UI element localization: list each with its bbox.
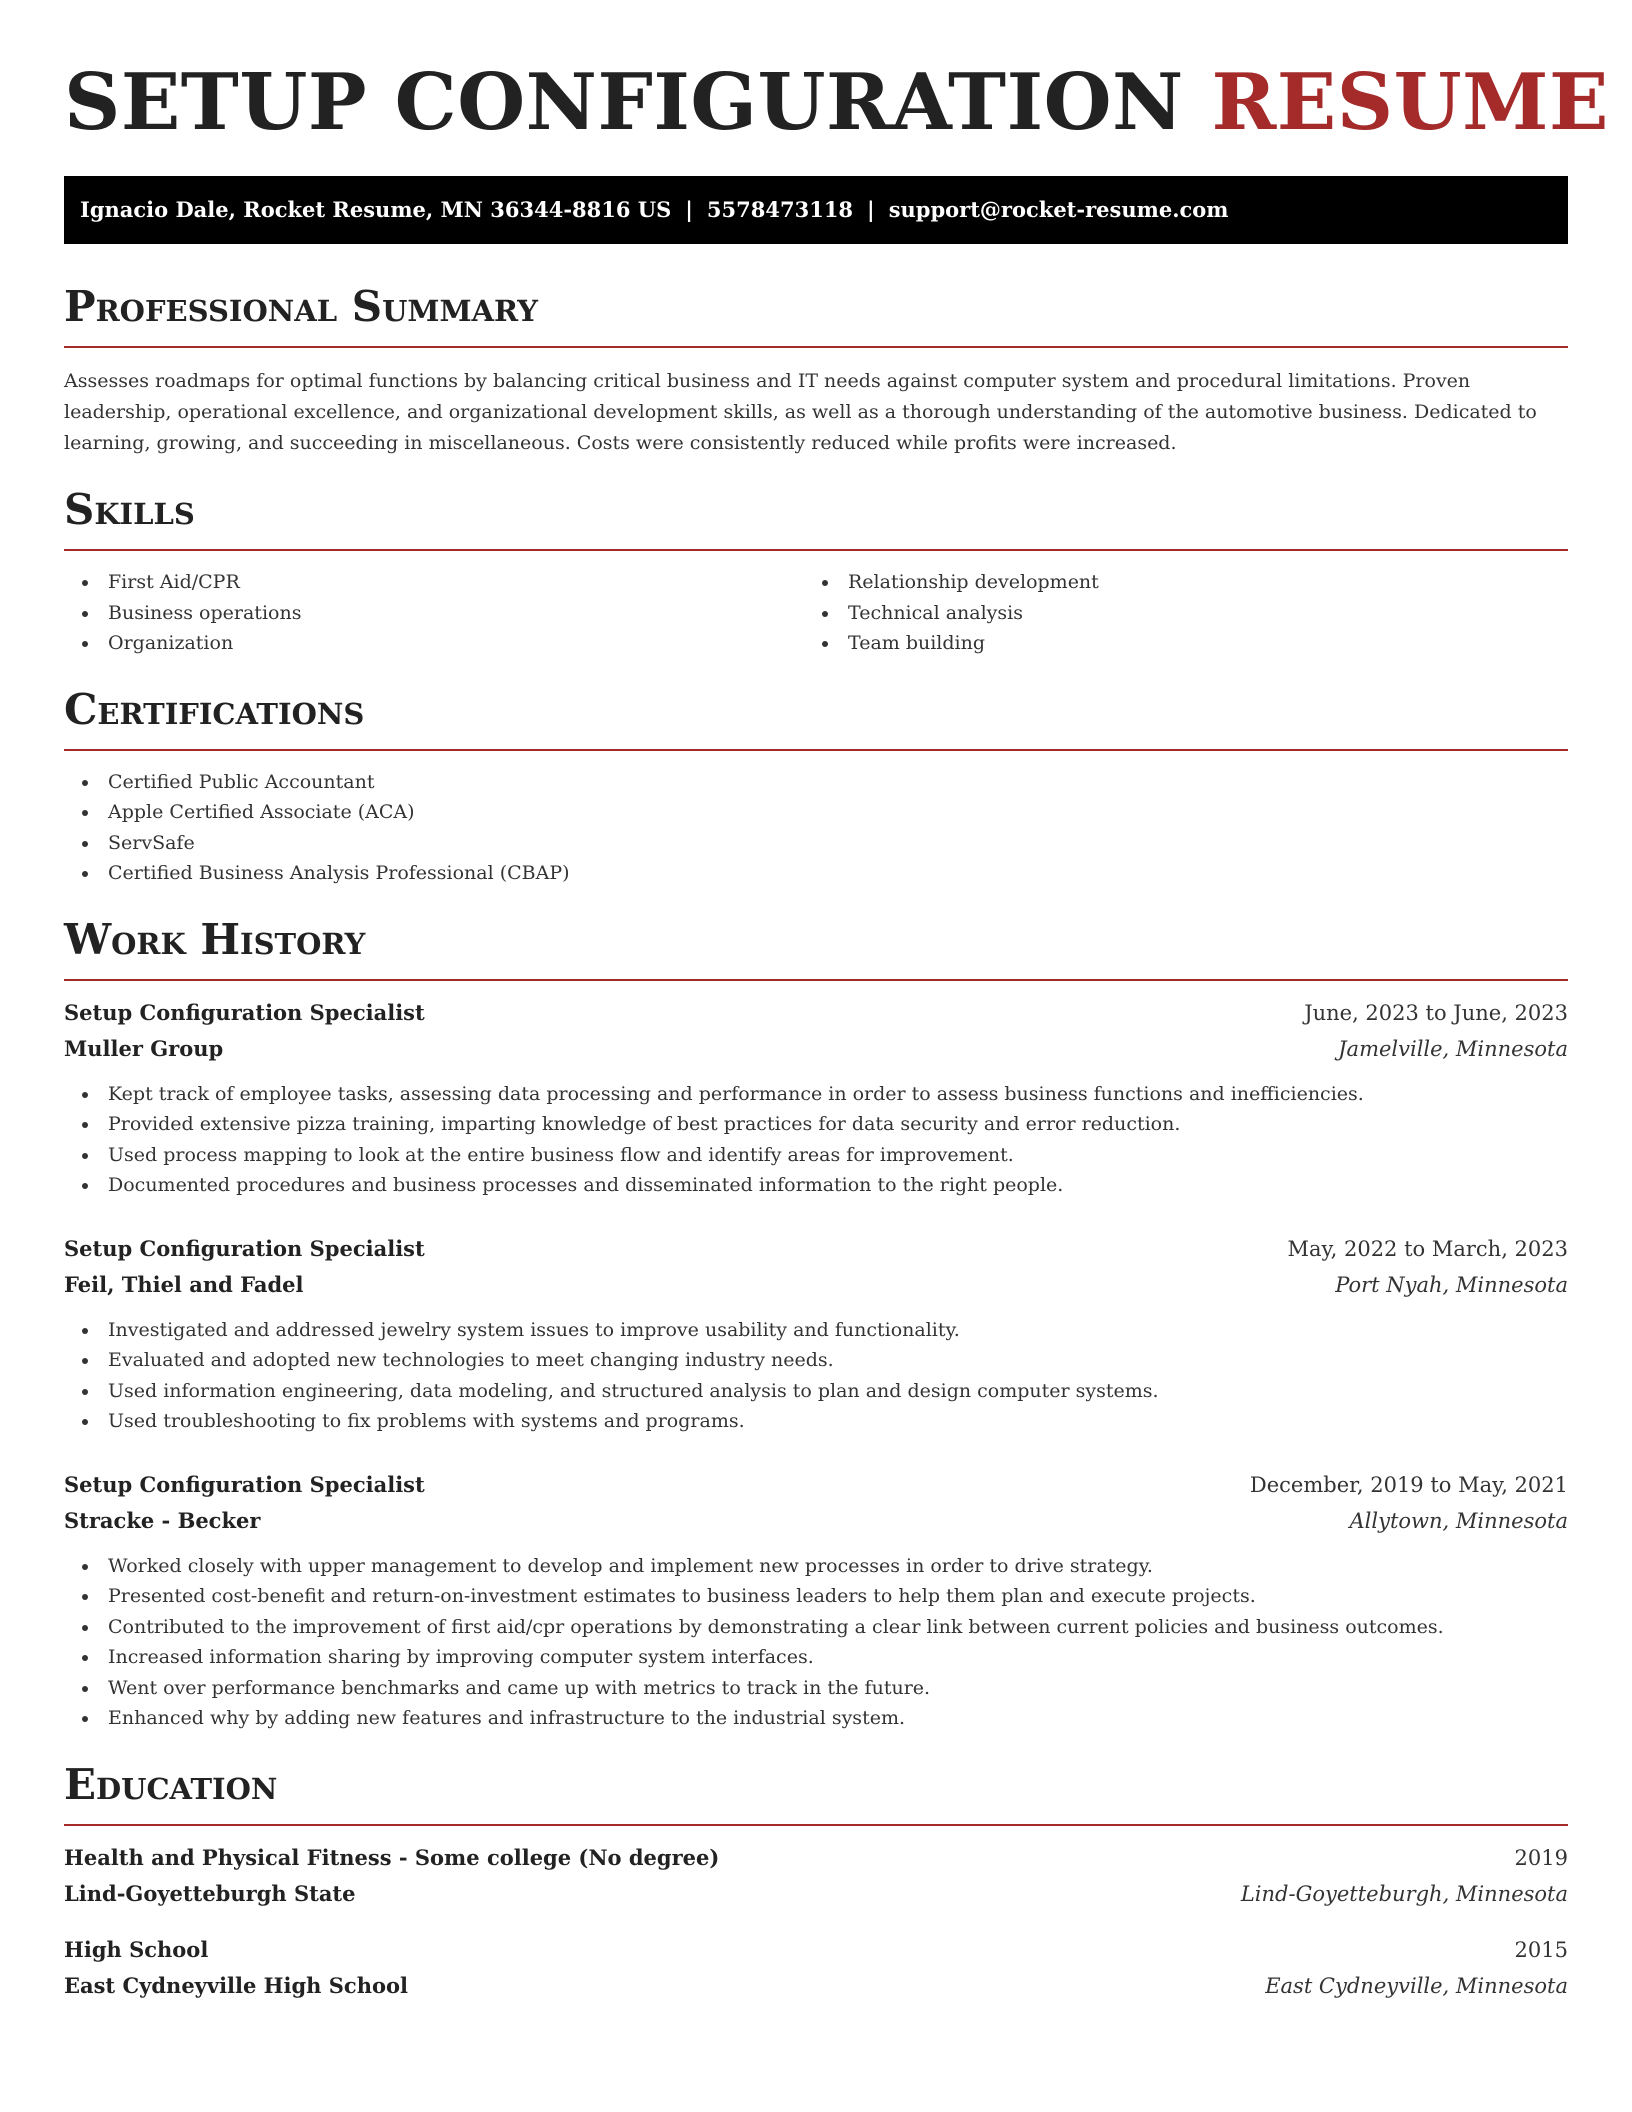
- section-title-skills: Skills: [64, 485, 195, 534]
- job-bullet: Contributed to the improvement of first aid/cpr operations by demonstrating a clear link between current policies and business outcomes.: [64, 1612, 1568, 1643]
- skill-item: Organization: [64, 628, 804, 659]
- job-location: Jamelville, Minnesota: [1338, 1036, 1568, 1061]
- contact-separator: |: [685, 197, 693, 222]
- section-divider: [64, 749, 1568, 751]
- title-accent: RESUME: [1211, 57, 1609, 148]
- contact-separator: |: [867, 197, 875, 222]
- summary-text: Assesses roadmaps for optimal functions by balancing critical business and IT needs against computer system and procedural limitations. Proven leadership, operational excellence, and organizational development skills, as well as a thorough understanding of the automotive business. Dedicated to learning, growing, and succeeding in miscellaneous. Costs were consistently reduced while profits were increased.: [64, 370, 1537, 454]
- education-school-row: [64, 1876, 1568, 1912]
- job-bullet: Presented cost-benefit and return-on-investment estimates to business leaders to help them plan and execute projects.: [64, 1581, 1568, 1612]
- section-title-summary: Professional Summary: [64, 282, 538, 331]
- education-school: East Cydneyville High School: [64, 1972, 408, 1998]
- job-bullet: Went over performance benchmarks and came up with metrics to track in the future.: [64, 1673, 1568, 1704]
- skills-grid: [64, 567, 1568, 659]
- skill-item: First Aid/CPR: [64, 567, 804, 598]
- education-year: 2015: [1514, 1937, 1568, 1962]
- certification-item: Certified Public Accountant: [64, 767, 1568, 798]
- job-bullet: Investigated and addressed jewelry system issues to improve usability and functionality.: [64, 1315, 1568, 1346]
- education-location: Lind-Goyetteburgh, Minnesota: [1240, 1881, 1568, 1906]
- contact-email[interactable]: support@rocket-resume.com: [888, 197, 1229, 222]
- job-bullet: Provided extensive pizza training, imparting knowledge of best practices for data security and error reduction.: [64, 1109, 1568, 1140]
- title-main: SETUP CONFIGURATION: [64, 57, 1184, 148]
- job-company-row: [64, 1503, 1568, 1539]
- job-bullet: Evaluated and adopted new technologies to meet changing industry needs.: [64, 1345, 1568, 1376]
- job-dates: June, 2023 to June, 2023: [1304, 1000, 1568, 1025]
- job-bullet: Enhanced why by adding new features and infrastructure to the industrial system.: [64, 1703, 1568, 1734]
- certification-item: Apple Certified Associate (ACA): [64, 797, 1568, 828]
- contact-address: Ignacio Dale, Rocket Resume, MN 36344-8816 US: [80, 197, 672, 222]
- section-divider: [64, 346, 1568, 348]
- education-year: 2019: [1514, 1845, 1568, 1870]
- skill-item: Team building: [804, 628, 1544, 659]
- section-title-work-history: Work History: [64, 914, 366, 964]
- job-entry: [64, 1467, 1568, 1734]
- section-divider: [64, 979, 1568, 981]
- education-degree: High School: [64, 1936, 209, 1962]
- job-bullets: [64, 1315, 1568, 1437]
- job-location: Allytown, Minnesota: [1349, 1508, 1568, 1533]
- job-header-row: [64, 995, 1568, 1031]
- job-company: Feil, Thiel and Fadel: [64, 1271, 304, 1297]
- job-entry: [64, 995, 1568, 1201]
- job-company: Stracke - Becker: [64, 1507, 261, 1533]
- skills-list-right: [804, 567, 1544, 659]
- job-header-row: [64, 1231, 1568, 1267]
- section-divider: [64, 1824, 1568, 1826]
- resume-page: [64, 0, 1609, 2004]
- education-degree: Health and Physical Fitness - Some college (No degree): [64, 1844, 720, 1870]
- resume-title: [64, 57, 1609, 148]
- certification-item: Certified Business Analysis Professional (CBAP): [64, 858, 1568, 889]
- job-bullet: Increased information sharing by improving computer system interfaces.: [64, 1642, 1568, 1673]
- job-company: Muller Group: [64, 1035, 224, 1061]
- education-header-row: [64, 1932, 1568, 1968]
- education-header-row: [64, 1840, 1568, 1876]
- certifications-list: [64, 767, 1568, 889]
- job-location: Port Nyah, Minnesota: [1335, 1272, 1568, 1297]
- skills-section: [64, 485, 1568, 659]
- job-bullet: Worked closely with upper management to develop and implement new processes in order to drive strategy.: [64, 1551, 1568, 1582]
- section-title-certifications: Certifications: [64, 684, 365, 734]
- job-title: Setup Configuration Specialist: [64, 999, 425, 1025]
- section-divider: [64, 549, 1568, 551]
- job-bullet: Used process mapping to look at the entire business flow and identify areas for improvement.: [64, 1140, 1568, 1171]
- job-company-row: [64, 1031, 1568, 1067]
- section-title-education: Education: [64, 1759, 278, 1809]
- certifications-section: [64, 685, 1568, 889]
- job-bullet: Used information engineering, data modeling, and structured analysis to plan and design computer systems.: [64, 1376, 1568, 1407]
- job-bullet: Documented procedures and business processes and disseminated information to the right people.: [64, 1170, 1568, 1201]
- job-entry: [64, 1231, 1568, 1437]
- summary-section: [64, 282, 1568, 459]
- contact-phone[interactable]: 5578473118: [706, 197, 854, 222]
- job-title: Setup Configuration Specialist: [64, 1235, 425, 1261]
- skill-item: Technical analysis: [804, 598, 1544, 629]
- job-company-row: [64, 1267, 1568, 1303]
- job-dates: May, 2022 to March, 2023: [1287, 1236, 1568, 1261]
- skill-item: Relationship development: [804, 567, 1544, 598]
- education-section: [64, 1760, 1568, 2004]
- job-bullet: Used troubleshooting to fix problems with systems and programs.: [64, 1406, 1568, 1437]
- education-school-row: [64, 1968, 1568, 2004]
- job-header-row: [64, 1467, 1568, 1503]
- work-history-section: [64, 915, 1568, 1734]
- job-bullet: Kept track of employee tasks, assessing data processing and performance in order to assess business functions and inefficiencies.: [64, 1079, 1568, 1110]
- education-school: Lind-Goyetteburgh State: [64, 1880, 356, 1906]
- education-entry: [64, 1932, 1568, 2004]
- job-dates: December, 2019 to May, 2021: [1249, 1472, 1568, 1497]
- education-location: East Cydneyville, Minnesota: [1265, 1973, 1568, 1998]
- skills-list-left: [64, 567, 804, 659]
- certification-item: ServSafe: [64, 828, 1568, 859]
- skill-item: Business operations: [64, 598, 804, 629]
- job-bullets: [64, 1551, 1568, 1734]
- job-title: Setup Configuration Specialist: [64, 1471, 425, 1497]
- contact-bar: [64, 176, 1568, 244]
- job-bullets: [64, 1079, 1568, 1201]
- education-entry: [64, 1840, 1568, 1912]
